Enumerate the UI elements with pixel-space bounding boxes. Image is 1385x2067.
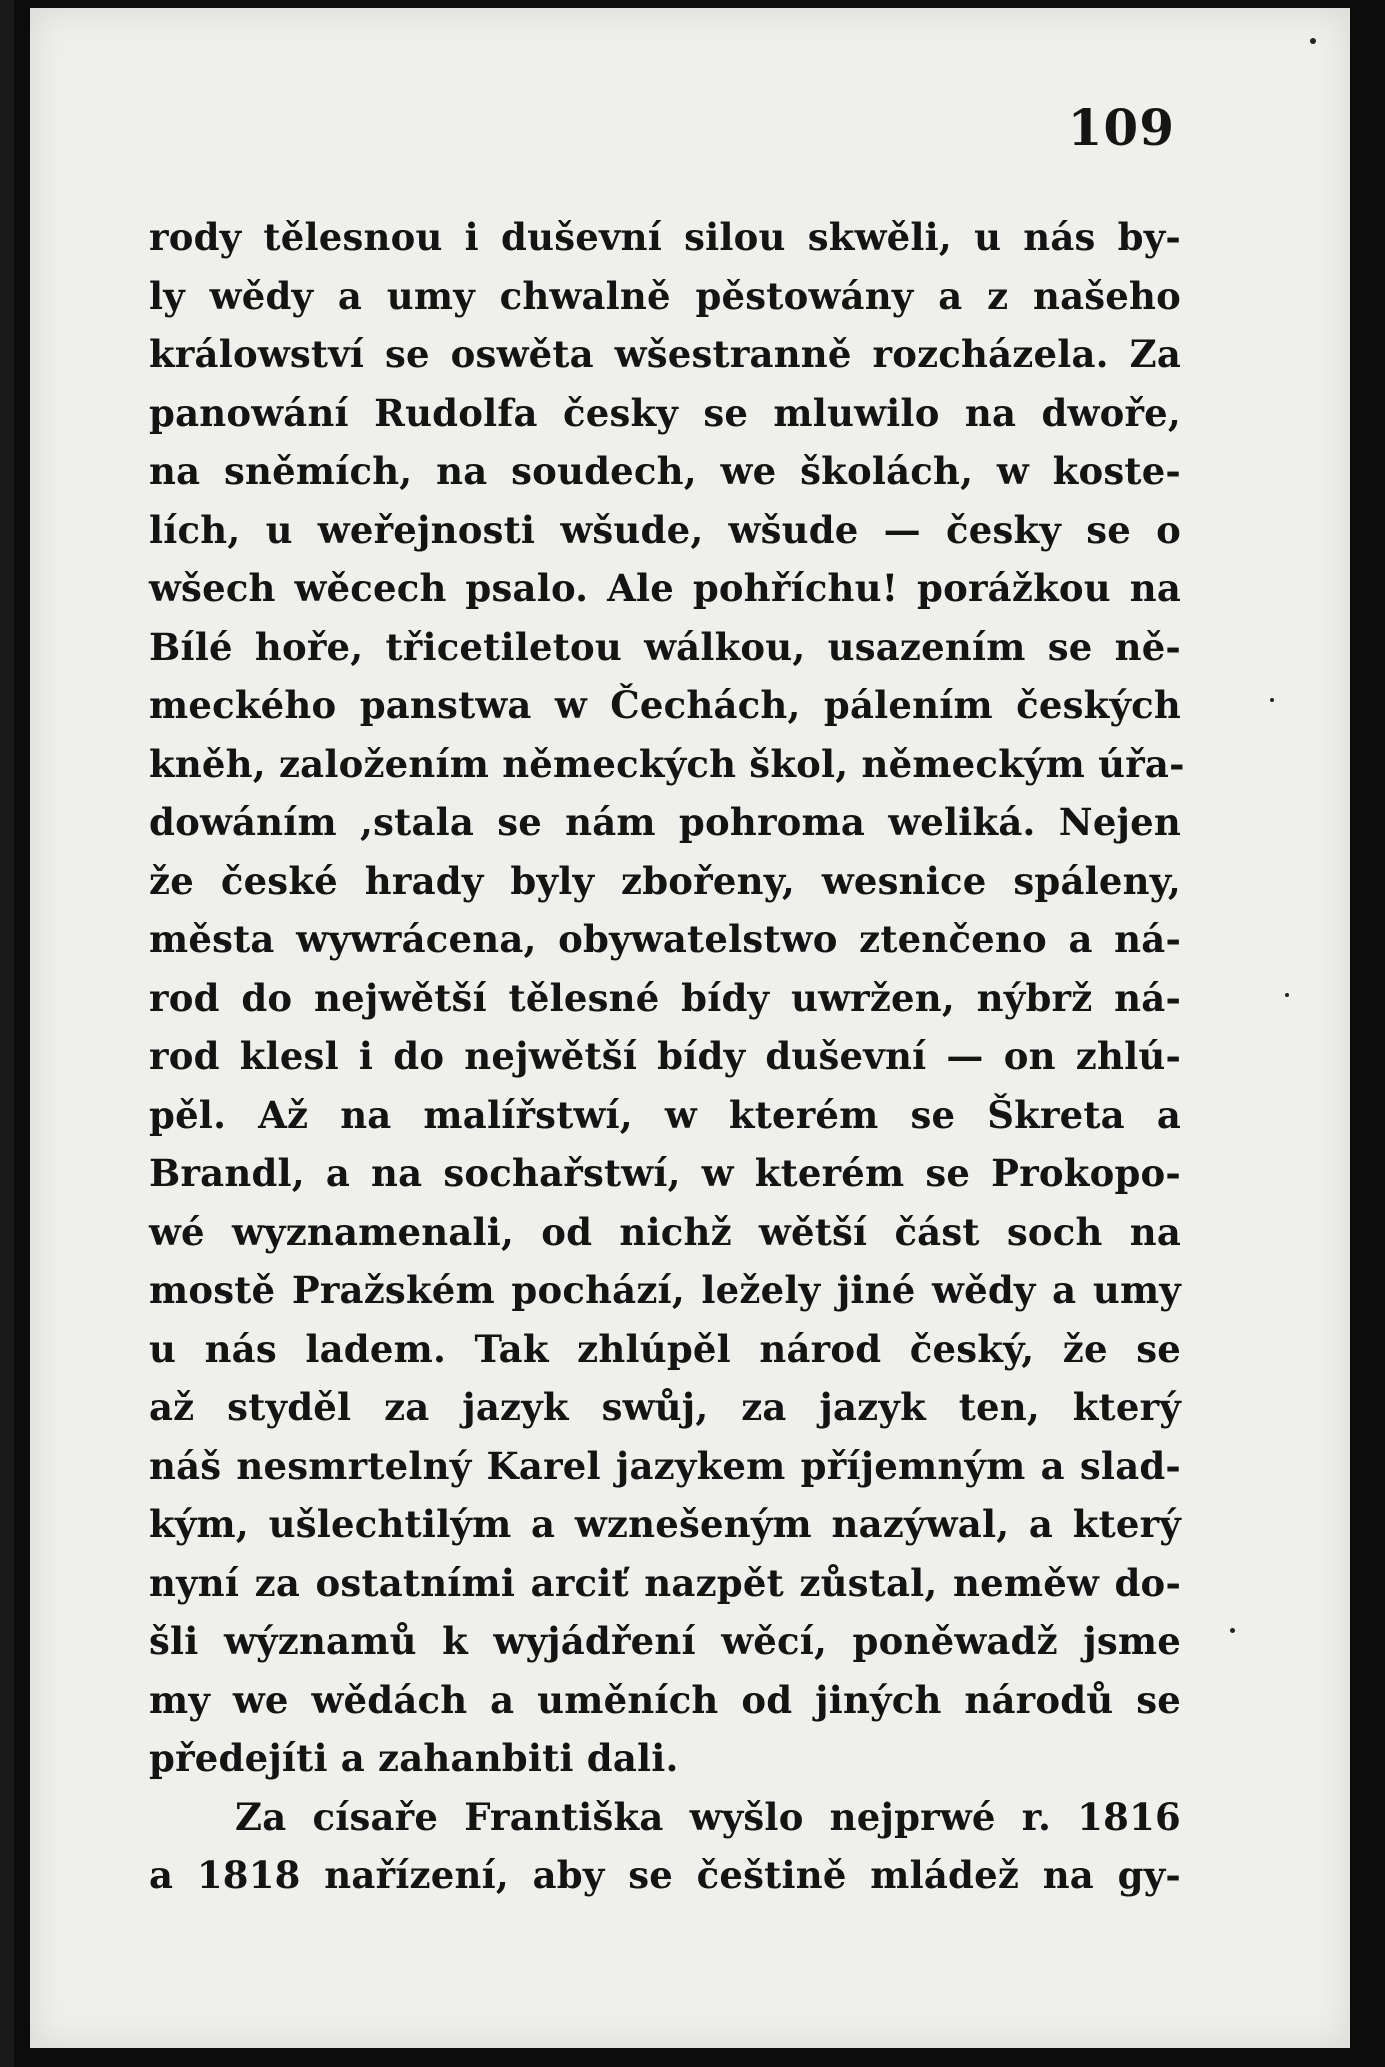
text-line: wšech wěcech psalo. Ale pohříchu! porážkou na bbox=[149, 566, 1181, 610]
text-line: u nás ladem. Tak zhlúpěl národ český, že se bbox=[149, 1326, 1181, 1371]
text-line: až styděl za jazyk swůj, za jazyk ten, který bbox=[149, 1385, 1181, 1429]
text-line: rod klesl i do nejwětší bídy duševní — on zhlú- bbox=[149, 1034, 1181, 1078]
text-line: a 1818 nařízení, aby se češtině mládež na gy- bbox=[149, 1853, 1181, 1897]
page-number: 109 bbox=[1067, 98, 1175, 157]
text-line: lích, u weřejnosti wšude, wšude — česky se o bbox=[149, 507, 1181, 552]
text-line: města wywrácena, obywatelstwo ztenčeno a ná- bbox=[149, 917, 1181, 961]
text-line: Za císaře Františka wyšlo nejprwé r. 1816 bbox=[235, 1794, 1181, 1839]
text-line: dowáním ,stala se nám pohroma weliká. Nejen bbox=[149, 800, 1181, 844]
text-line: že české hrady byly zbořeny, wesnice spáleny, bbox=[149, 858, 1181, 903]
scan-speck bbox=[1310, 38, 1316, 44]
scan-speck bbox=[1285, 993, 1289, 997]
book-page bbox=[30, 8, 1350, 2048]
text-line: my we wědách a uměních od jiných národů se bbox=[149, 1677, 1181, 1722]
text-line: kým, ušlechtilým a wznešeným nazýwal, a který bbox=[149, 1502, 1181, 1546]
text-line: králowství se oswěta wšestranně rozcházela. Za bbox=[149, 332, 1181, 376]
text-line: pěl. Až na malířstwí, w kterém se Škreta a bbox=[149, 1092, 1181, 1137]
scan-speck bbox=[1230, 1628, 1235, 1633]
page-edge-shadow bbox=[0, 0, 14, 2067]
text-line: rody tělesnou i duševní silou skwěli, u nás by- bbox=[149, 215, 1181, 259]
scan-speck bbox=[1270, 698, 1274, 702]
text-line: předejíti a zahanbiti dali. bbox=[149, 1736, 679, 1780]
text-line: ly wědy a umy chwalně pěstowány a z našeho bbox=[149, 273, 1181, 318]
text-line: meckého panstwa w Čechách, pálením českých bbox=[149, 683, 1181, 727]
text-line: šli wýznamů k wyjádření wěcí, poněwadž jsme bbox=[149, 1619, 1181, 1663]
text-line: panowání Rudolfa česky se mluwilo na dwoře, bbox=[149, 390, 1181, 435]
text-line: wé wyznamenali, od nichž wětší část soch na bbox=[149, 1209, 1181, 1254]
text-line: kněh, založením německých škol, německým úřa- bbox=[149, 741, 1185, 786]
body-text bbox=[149, 208, 1185, 1905]
text-line: rod do nejwětší tělesné bídy uwržen, nýbrž ná- bbox=[149, 975, 1181, 1020]
text-line: náš nesmrtelný Karel jazykem příjemným a slad- bbox=[149, 1443, 1181, 1488]
text-line: mostě Pražském pochází, ležely jiné wědy a umy bbox=[149, 1268, 1181, 1312]
text-line: na sněmích, na soudech, we školách, w koste- bbox=[149, 449, 1181, 493]
text-line: nyní za ostatními arciť nazpět zůstal, neměw do- bbox=[149, 1560, 1181, 1605]
text-line: Bílé hoře, třicetiletou wálkou, usazením se ně- bbox=[149, 624, 1181, 669]
text-line: Brandl, a na sochařstwí, w kterém se Prokopo- bbox=[149, 1151, 1181, 1195]
